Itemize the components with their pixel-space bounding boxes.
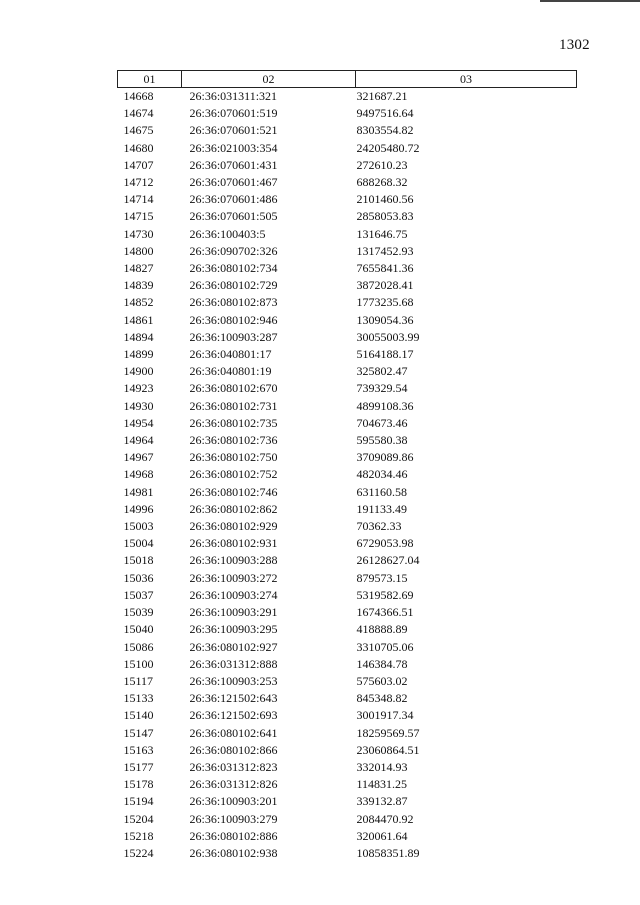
cell-cadastral-number: 26:36:121502:643 (189, 691, 278, 706)
cell-value: 4899108.36 (356, 398, 414, 413)
cell-cadastral-number: 26:36:080102:731 (189, 398, 278, 413)
cell-value: 339132.87 (356, 794, 408, 809)
table-row (118, 157, 577, 174)
cell-id: 14827 (123, 261, 154, 276)
cell-id: 15004 (123, 536, 154, 551)
table-row (118, 707, 577, 724)
cell-value: 10858351.89 (356, 845, 420, 860)
cell-cadastral-number: 26:36:080102:929 (189, 519, 278, 534)
data-table (117, 70, 577, 862)
cell-cadastral-number: 26:36:080102:946 (189, 312, 278, 327)
cell-id: 14967 (123, 450, 154, 465)
table-row (118, 140, 577, 157)
table-row (118, 191, 577, 208)
cell-cadastral-number: 26:36:121502:693 (189, 708, 278, 723)
cell-value: 3001917.34 (356, 708, 414, 723)
cell-id: 15117 (123, 673, 154, 688)
table-body (118, 88, 577, 863)
cell-cadastral-number: 26:36:021003:354 (189, 140, 278, 155)
cell-value: 9497516.64 (356, 106, 414, 121)
cell-cadastral-number: 26:36:080102:938 (189, 845, 278, 860)
cell-id: 14675 (123, 123, 154, 138)
column-header-02: 02 (182, 71, 356, 88)
table-row (118, 88, 577, 106)
cell-id: 14964 (123, 433, 154, 448)
table-row (118, 673, 577, 690)
cell-cadastral-number: 26:36:040801:19 (189, 364, 272, 379)
cell-id: 14680 (123, 140, 154, 155)
table-row (118, 552, 577, 569)
cell-id: 15036 (123, 570, 154, 585)
cell-value: 1674366.51 (356, 605, 414, 620)
cell-cadastral-number: 26:36:080102:750 (189, 450, 278, 465)
cell-id: 15218 (123, 828, 154, 843)
table-row (118, 828, 577, 845)
table-row (118, 208, 577, 225)
table-row (118, 518, 577, 535)
cell-id: 15040 (123, 622, 154, 637)
cell-id: 14707 (123, 157, 154, 172)
cell-cadastral-number: 26:36:100903:288 (189, 553, 278, 568)
cell-cadastral-number: 26:36:100903:287 (189, 329, 278, 344)
cell-id: 15147 (123, 725, 154, 740)
cell-cadastral-number: 26:36:070601:486 (189, 192, 278, 207)
table-row (118, 570, 577, 587)
table-row (118, 811, 577, 828)
cell-value: 23060864.51 (356, 742, 420, 757)
cell-value: 879573.15 (356, 570, 408, 585)
cell-cadastral-number: 26:36:080102:735 (189, 415, 278, 430)
cell-value: 1309054.36 (356, 312, 414, 327)
cell-value: 6729053.98 (356, 536, 414, 551)
cell-id: 15177 (123, 759, 154, 774)
table-row (118, 742, 577, 759)
table-row (118, 449, 577, 466)
cell-id: 14900 (123, 364, 154, 379)
cell-value: 8303554.82 (356, 123, 414, 138)
table-row (118, 535, 577, 552)
cell-cadastral-number: 26:36:080102:734 (189, 261, 278, 276)
cell-id: 14968 (123, 467, 154, 482)
cell-value: 18259569.57 (356, 725, 420, 740)
cell-value: 7655841.36 (356, 261, 414, 276)
cell-value: 418888.89 (356, 622, 408, 637)
cell-value: 5319582.69 (356, 587, 414, 602)
cell-cadastral-number: 26:36:040801:17 (189, 347, 272, 362)
cell-value: 3310705.06 (356, 639, 414, 654)
table-row (118, 312, 577, 329)
table-row (118, 294, 577, 311)
cell-cadastral-number: 26:36:100903:291 (189, 605, 278, 620)
cell-cadastral-number: 26:36:080102:866 (189, 742, 278, 757)
cell-cadastral-number: 26:36:080102:729 (189, 278, 278, 293)
table-row (118, 776, 577, 793)
cell-id: 14894 (123, 329, 154, 344)
cell-value: 739329.54 (356, 381, 408, 396)
cell-value: 845348.82 (356, 691, 408, 706)
cell-id: 15133 (123, 691, 154, 706)
cell-cadastral-number: 26:36:100903:295 (189, 622, 278, 637)
table-row (118, 432, 577, 449)
table-row (118, 587, 577, 604)
cell-value: 575603.02 (356, 673, 408, 688)
cell-id: 14981 (123, 484, 154, 499)
table-row (118, 656, 577, 673)
table-row (118, 380, 577, 397)
table-row (118, 226, 577, 243)
cell-value: 3872028.41 (356, 278, 414, 293)
cell-cadastral-number: 26:36:070601:521 (189, 123, 278, 138)
cell-cadastral-number: 26:36:070601:467 (189, 175, 278, 190)
cell-id: 15086 (123, 639, 154, 654)
table-row (118, 122, 577, 139)
cell-cadastral-number: 26:36:080102:746 (189, 484, 278, 499)
cell-cadastral-number: 26:36:080102:641 (189, 725, 278, 740)
table-row (118, 398, 577, 415)
table-row (118, 174, 577, 191)
cell-cadastral-number: 26:36:100403:5 (189, 226, 266, 241)
cell-cadastral-number: 26:36:070601:505 (189, 209, 278, 224)
cell-cadastral-number: 26:36:080102:931 (189, 536, 278, 551)
cell-value: 30055003.99 (356, 329, 420, 344)
cell-value: 688268.32 (356, 175, 408, 190)
cell-cadastral-number: 26:36:080102:862 (189, 501, 278, 516)
table-row (118, 501, 577, 518)
cell-cadastral-number: 26:36:080102:927 (189, 639, 278, 654)
cell-value: 320061.64 (356, 828, 408, 843)
cell-cadastral-number: 26:36:100903:272 (189, 570, 278, 585)
table-row (118, 415, 577, 432)
cell-value: 24205480.72 (356, 140, 420, 155)
cell-value: 272610.23 (356, 157, 408, 172)
cell-id: 15194 (123, 794, 154, 809)
cell-id: 15037 (123, 587, 154, 602)
cell-id: 15163 (123, 742, 154, 757)
cell-id: 15140 (123, 708, 154, 723)
cell-id: 14930 (123, 398, 154, 413)
cell-value: 3709089.86 (356, 450, 414, 465)
cell-id: 14674 (123, 106, 154, 121)
cell-id: 15018 (123, 553, 154, 568)
cell-value: 704673.46 (356, 415, 408, 430)
cell-id: 14800 (123, 243, 154, 258)
page-number: 1302 (559, 37, 590, 53)
cell-id: 15204 (123, 811, 154, 826)
cell-value: 325802.47 (356, 364, 408, 379)
cell-cadastral-number: 26:36:080102:736 (189, 433, 278, 448)
cell-value: 5164188.17 (356, 347, 414, 362)
cell-id: 15100 (123, 656, 154, 671)
table-row (118, 690, 577, 707)
cell-cadastral-number: 26:36:031312:823 (189, 759, 278, 774)
cell-value: 332014.93 (356, 759, 408, 774)
column-header-03: 03 (356, 71, 577, 88)
cell-cadastral-number: 26:36:070601:431 (189, 157, 278, 172)
cell-value: 131646.75 (356, 226, 408, 241)
table-row (118, 466, 577, 483)
table-row (118, 243, 577, 260)
cell-cadastral-number: 26:36:080102:752 (189, 467, 278, 482)
table-row (118, 759, 577, 776)
top-edge-rule (540, 0, 640, 2)
cell-value: 1773235.68 (356, 295, 414, 310)
table-row (118, 793, 577, 810)
table-row (118, 260, 577, 277)
cell-cadastral-number: 26:36:031312:888 (189, 656, 278, 671)
cell-value: 482034.46 (356, 467, 408, 482)
table-row (118, 725, 577, 742)
cell-cadastral-number: 26:36:031312:826 (189, 777, 278, 792)
cell-id: 14899 (123, 347, 154, 362)
cell-cadastral-number: 26:36:100903:201 (189, 794, 278, 809)
cell-cadastral-number: 26:36:080102:886 (189, 828, 278, 843)
table-row (118, 346, 577, 363)
cell-cadastral-number: 26:36:070601:519 (189, 106, 278, 121)
table-row (118, 277, 577, 294)
cell-id: 14730 (123, 226, 154, 241)
cell-id: 15224 (123, 845, 154, 860)
cell-id: 15178 (123, 777, 154, 792)
cell-value: 595580.38 (356, 433, 408, 448)
cell-value: 146384.78 (356, 656, 408, 671)
cell-id: 14715 (123, 209, 154, 224)
cell-id: 15003 (123, 519, 154, 534)
table-row (118, 484, 577, 501)
table-row (118, 363, 577, 380)
table-row (118, 845, 577, 862)
cell-cadastral-number: 26:36:080102:670 (189, 381, 278, 396)
cell-cadastral-number: 26:36:100903:279 (189, 811, 278, 826)
table-header-row (118, 71, 577, 88)
cell-cadastral-number: 26:36:090702:326 (189, 243, 278, 258)
cell-cadastral-number: 26:36:031311:321 (189, 89, 278, 103)
cell-cadastral-number: 26:36:100903:274 (189, 587, 278, 602)
cell-value: 1317452.93 (356, 243, 414, 258)
cell-cadastral-number: 26:36:080102:873 (189, 295, 278, 310)
cell-cadastral-number: 26:36:100903:253 (189, 673, 278, 688)
cell-value: 2101460.56 (356, 192, 414, 207)
cell-id: 14852 (123, 295, 154, 310)
cell-id: 14861 (123, 312, 154, 327)
table-row (118, 639, 577, 656)
column-header-01: 01 (118, 71, 182, 88)
cell-id: 14712 (123, 175, 154, 190)
cell-id: 14668 (123, 89, 154, 103)
cell-id: 14996 (123, 501, 154, 516)
cell-id: 15039 (123, 605, 154, 620)
cell-value: 191133.49 (356, 501, 408, 516)
cell-value: 321687.21 (356, 89, 408, 103)
cell-value: 2858053.83 (356, 209, 414, 224)
cell-value: 70362.33 (356, 519, 402, 534)
cell-id: 14714 (123, 192, 154, 207)
cell-value: 114831.25 (356, 777, 408, 792)
cell-value: 2084470.92 (356, 811, 414, 826)
cell-value: 26128627.04 (356, 553, 420, 568)
table-row (118, 621, 577, 638)
cell-id: 14923 (123, 381, 154, 396)
table-row (118, 105, 577, 122)
cell-id: 14839 (123, 278, 154, 293)
cell-value: 631160.58 (356, 484, 408, 499)
table-row (118, 604, 577, 621)
cell-id: 14954 (123, 415, 154, 430)
table-row (118, 329, 577, 346)
